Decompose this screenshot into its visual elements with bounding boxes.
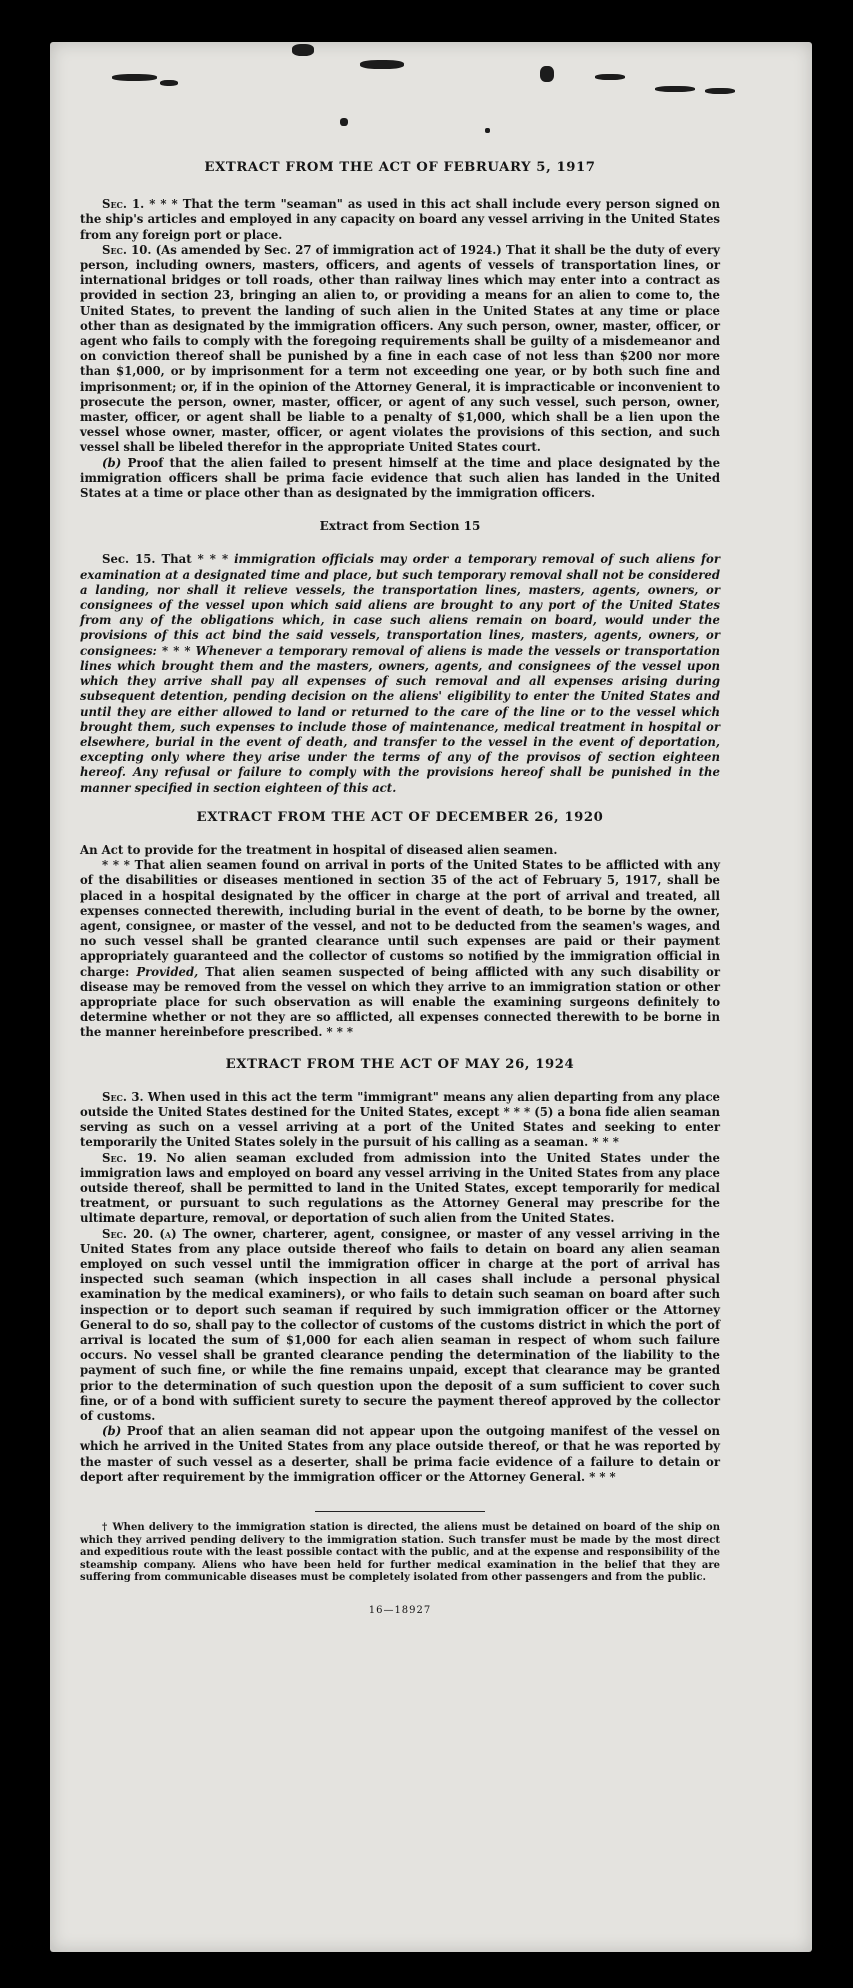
ink-smudge-8 (705, 88, 735, 94)
act-1920-title-line: An Act to provide for the treatment in hospital of diseased alien seamen. (80, 842, 558, 857)
ink-smudge-2 (160, 80, 178, 86)
act-1920-text: * * * That alien seamen found on arrival in ports of the United States to be afflicted with any of the disabilities or diseases mentioned in section 35 of the act of February 5, 1917, shall be placed in a hospital designated by the officer in charge at the port of arrival and treated, all expenses connected therewith, including burial in the event of death, to be borne by the owner, agent, consignee, or master of the vessel, and not to be deducted from the seamen's wages, and no such vessel shall be granted clearance until such expenses are paid or their payment appropriately guaranteed and the collector of customs so notified by the immigration official in charge: Provided, That alien seamen suspected of being afflicted with any such disability or disease may be removed from the vessel on which they arrive to an immigration station or other appropriate place for such observation as will enable the examining surgeons definitely to determine whether or not they are so afflicted, all expenses connected therewith to be borne in the manner hereinbefore prescribed. * * * (80, 858, 720, 1040)
act-1924-sec3: Sec. 3. When used in this act the term "immigrant" means any alien departing from any place outside the United States destined for the United States, except * * * (5) a bona fide alien seaman serving as such on a vessel arriving at a port of the United States and seeking to enter temporarily the United States solely in the pursuit of his calling as a seaman. * * * (80, 1089, 720, 1150)
document-body (80, 160, 720, 1618)
ink-smudge-5 (540, 66, 554, 82)
footnote: † When delivery to the immigration station is directed, the aliens must be detained on board of the ship on which they arrived pending delivery to the immigration station. Such transfer must be made by the most direct and expeditious route with the least possible contact with the public, and at the expense and responsibility of the steamship company. Aliens who have been held for further medical examination in the belief that they are suffering from communicable diseases must be completely isolated from other passengers and from the public. (80, 1522, 720, 1584)
act-1924-sec20a: Sec. 20. (a) The owner, charterer, agent, consignee, or master of any vessel arriving in the United States from any place outside thereof who fails to detain on board any alien seaman employed on such vessel until the immigration officer in charge at the port of arrival has inspected such seaman (which inspection in all cases shall include a personal physical examination by the medical examiners), or who fails to detain such seaman on board after such inspection or to deport such seaman if required by such immigration officer or the Attorney General to do so, shall pay to the collector of customs of the customs district in which the port of arrival is located the sum of $1,000 for each alien seaman in respect of whom such failure occurs. No vessel shall be granted clearance pending the determination of the liability to the payment of such fine, or while the fine remains unpaid, except that clearance may be granted prior to the determination of such question upon the deposit of a sum sufficient to cover such fine, or of a bond with sufficient surety to secure the payment thereof approved by the collector of customs. (80, 1226, 720, 1424)
act-1924-sec19: Sec. 19. No alien seaman excluded from admission into the United States under the immigration laws and employed on board any vessel arriving in the United States from any place outside thereof, shall be permitted to land in the United States, except temporarily for medical treatment, or pursuant to such regulations as the Attorney General may prescribe for the ultimate departure, removal, or deportation of such alien from the United States. (80, 1150, 720, 1226)
heading-act-1920: EXTRACT FROM THE ACT OF DECEMBER 26, 1920 (196, 809, 604, 825)
heading-act-1924: EXTRACT FROM THE ACT OF MAY 26, 1924 (225, 1056, 575, 1072)
heading-section-15: Extract from Section 15 (319, 519, 481, 534)
ink-smudge-10 (485, 128, 490, 133)
ink-smudge-3 (292, 44, 314, 56)
heading-act-1917: EXTRACT FROM THE ACT OF FEBRUARY 5, 1917 (204, 160, 596, 175)
ink-smudge-6 (595, 74, 625, 80)
ink-smudge-9 (340, 118, 348, 126)
act-1917-sec1: Sec. 1. * * * That the term "seaman" as used in this act shall include every person signed on the ship's articles and employed in any capacity on board any vessel arriving in the United States from any foreign port or place. (80, 197, 720, 242)
section-15-text: Sec. 15. That * * * immigration officials may order a temporary removal of such aliens for examination at a designated time and place, but such temporary removal shall not be considered a landing, nor shall it relieve vessels, the transportation lines, masters, agents, owners, or consignees of the vessel upon which said aliens are brought to any port of the United States from any of the obligations which, in case such aliens remain on board, would under the provisions of this act bind the said vessels, transportation lines, masters, agents, owners, or consignees: * * * Whenever a temporary removal of aliens is made the vessels or transportation lines which brought them and the masters, owners, agents, and consignees of the vessel upon which they arrive shall pay all expenses of such removal and all expenses arising during subsequent detention, pending decision on the aliens' eligibility to enter the United States and until they are either allowed to land or returned to the care of the line or to the vessel which brought them, such expenses to include those of maintenance, medical treatment in hospital or elsewhere, burial in the event of death, and transfer to the vessel in the event of deportation, excepting only where they arise under the terms of any of the provisos of section eighteen hereof. Any refusal or failure to comply with the provisions hereof shall be punished in the manner specified in section eighteen of this act. (80, 552, 720, 795)
ink-smudge-4 (360, 60, 404, 69)
printing-imprint: 16—18927 (368, 1605, 432, 1617)
act-1917-sec10b: (b) Proof that the alien failed to present himself at the time and place designated by the immigration officers shall be prima facie evidence that such alien has landed in the United States at a time or place other than as designated by the immigration officers. (80, 455, 721, 501)
footnote-rule (315, 1511, 485, 1512)
ink-smudge-7 (655, 86, 695, 92)
ink-smudge-1 (112, 74, 157, 81)
act-1917-sec10: Sec. 10. (As amended by Sec. 27 of immigration act of 1924.) That it shall be the duty of every person, including owners, masters, officers, and agents of vessels of transportation lines, or international bridges or toll roads, other than railway lines which may enter into a contract as provided in section 23, bringing an alien to, or providing a means for an alien to come to, the United States, to prevent the landing of such alien in the United States at any time or place other than as designated by the immigration officers. Any such person, owner, master, officer, or agent who fails to comply with the foregoing requirements shall be guilty of a misdemeanor and on conviction thereof shall be punished by a fine in each case of not less than $200 nor more than $1,000, or by imprisonment for a term not exceeding one year, or by both such fine and imprisonment; or, if in the opinion of the Attorney General, it is impracticable or inconvenient to prosecute the person, owner, master, officer, or agent of any such vessel, such person, owner, master, officer, or agent shall be liable to a penalty of $1,000, which shall be a lien upon the vessel whose owner, master, officer, or agent violates the provisions of this section, and such vessel shall be libeled therefor in the appropriate United States court. (80, 242, 720, 455)
act-1924-sec20b: (b) Proof that an alien seaman did not appear upon the outgoing manifest of the vessel on which he arrived in the United States from any place outside thereof, or that he was reported by the master of such vessel as a deserter, shall be prima facie evidence of a failure to detain or deport after requirement by the immigration officer or the Attorney General. * * * (80, 1424, 720, 1484)
